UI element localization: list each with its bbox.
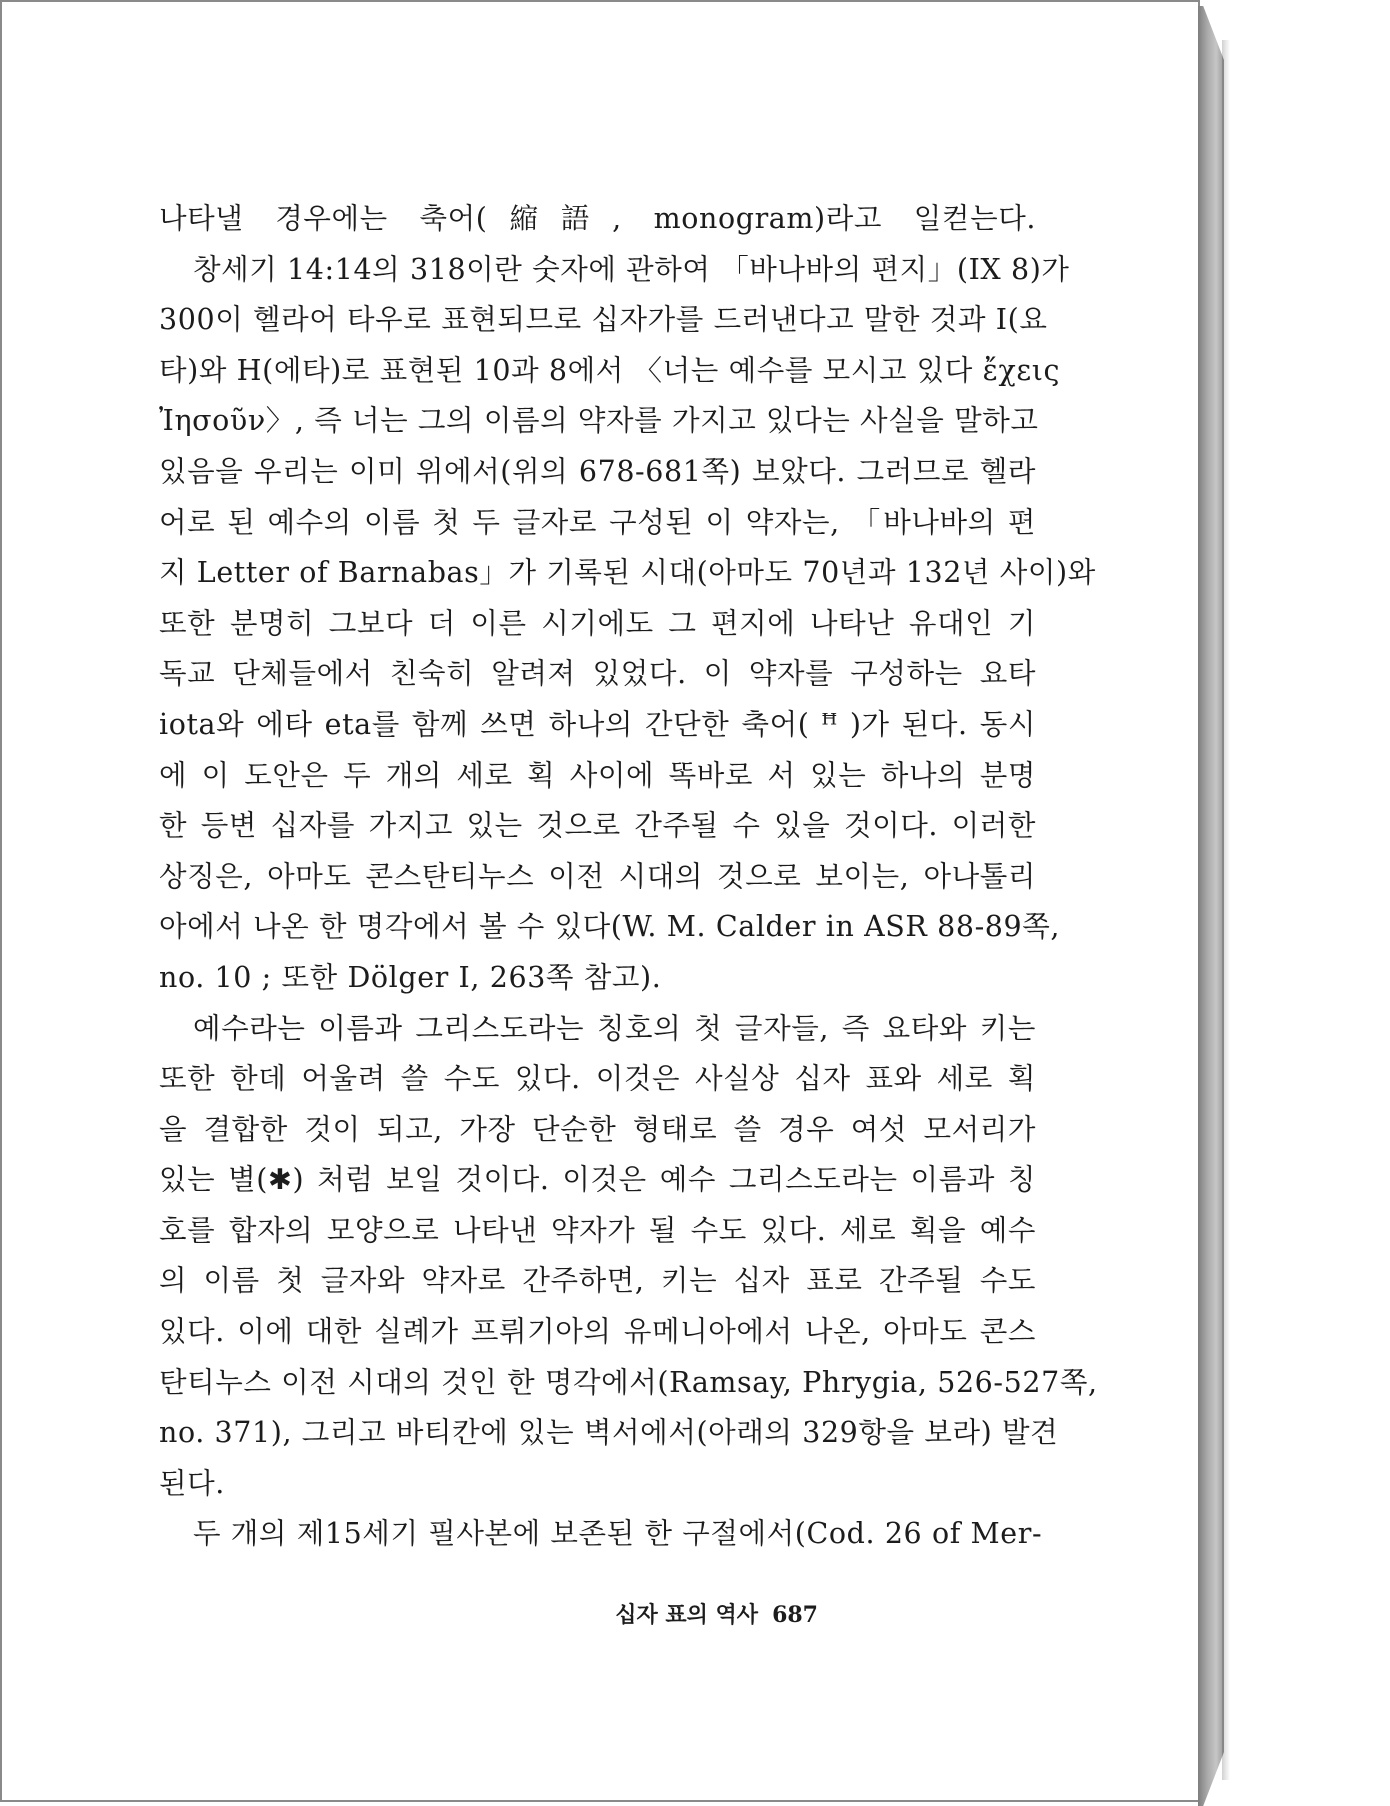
text-line: 또한 한데 어울려 쓸 수도 있다. 이것은 사실상 십자 표와 세로 획 <box>159 1062 1036 1096</box>
text-line: 지 Letter of Barnabas」가 기록된 시대(아마도 70년과 132년 사이)와 <box>159 556 1096 590</box>
text-line: no. 371), 그리고 바티칸에 있는 벽서에서(아래의 329항을 보라) 발견 <box>159 1416 1059 1450</box>
text-line: 타)와 H(에타)로 표현된 10과 8에서 〈너는 예수를 모시고 있다 ἔχεις <box>159 353 1061 387</box>
text-line: 에 이 도안은 두 개의 세로 획 사이에 똑바로 서 있는 하나의 분명 <box>159 758 1036 792</box>
text-line: 있다. 이에 대한 실례가 프뤼기아의 유메니아에서 나온, 아마도 콘스 <box>159 1315 1036 1349</box>
page-shadow <box>1222 40 1230 1780</box>
page-footer <box>615 1598 818 1629</box>
text-line: 의 이름 첫 글자와 약자로 간주하면, 키는 십자 표로 간주될 수도 <box>159 1264 1036 1298</box>
body-text <box>159 194 1098 1560</box>
text-line: 예수라는 이름과 그리스도라는 칭호의 첫 글자들, 즉 요타와 키는 <box>193 1011 1036 1045</box>
text-line: 어로 된 예수의 이름 첫 두 글자로 구성된 이 약자는, 「바나바의 편 <box>159 505 1036 539</box>
text-line: iota와 에타 eta를 함께 쓰면 하나의 간단한 축어( ꟸ )가 된다. 동시 <box>159 707 1036 741</box>
text-line: 아에서 나온 한 명각에서 볼 수 있다(W. M. Calder in ASR 88-89쪽, <box>159 910 1061 944</box>
page-number: 687 <box>772 1602 818 1628</box>
text-line: 상징은, 아마도 콘스탄티누스 이전 시대의 것으로 보이는, 아나톨리 <box>159 859 1036 893</box>
text-line: 탄티누스 이전 시대의 것인 한 명각에서(Ramsay, Phrygia, 526-527쪽, <box>159 1365 1098 1399</box>
running-title: 십자 표의 역사 <box>615 1603 759 1628</box>
text-line: 호를 합자의 모양으로 나타낸 약자가 될 수도 있다. 세로 획을 예수 <box>159 1213 1036 1247</box>
text-line: 두 개의 제15세기 필사본에 보존된 한 구절에서(Cod. 26 of Mer- <box>193 1517 1043 1551</box>
text-line: no. 10 ; 또한 Dölger I, 263쪽 참고). <box>159 960 662 994</box>
text-line: 독교 단체들에서 친숙히 알려져 있었다. 이 약자를 구성하는 요타 <box>159 657 1036 691</box>
text-line: 나타낼 경우에는 축어(縮語, monogram)라고 일컫는다. <box>159 202 1036 235</box>
text-line: 창세기 14:14의 318이란 숫자에 관하여 「바나바의 편지」(IX 8)가 <box>193 252 1070 286</box>
page-edge <box>1198 6 1224 1806</box>
text-line: 300이 헬라어 타우로 표현되므로 십자가를 드러낸다고 말한 것과 I(요 <box>159 303 1048 337</box>
text-line: 을 결합한 것이 되고, 가장 단순한 형태로 쓸 경우 여섯 모서리가 <box>159 1112 1036 1146</box>
text-line: 또한 분명히 그보다 더 이른 시기에도 그 편지에 나타난 유대인 기 <box>159 606 1036 640</box>
text-line: Ἰησοῦν〉, 즉 너는 그의 이름의 약자를 가지고 있다는 사실을 말하고 <box>159 404 1039 438</box>
text-line: 있음을 우리는 이미 위에서(위의 678-681쪽) 보았다. 그러므로 헬라 <box>159 454 1036 488</box>
text-line: 있는 별(✱) 처럼 보일 것이다. 이것은 예수 그리스도라는 이름과 칭 <box>159 1163 1036 1197</box>
text-line: 된다. <box>159 1466 225 1500</box>
text-line: 한 등변 십자를 가지고 있는 것으로 간주될 수 있을 것이다. 이러한 <box>159 809 1036 843</box>
